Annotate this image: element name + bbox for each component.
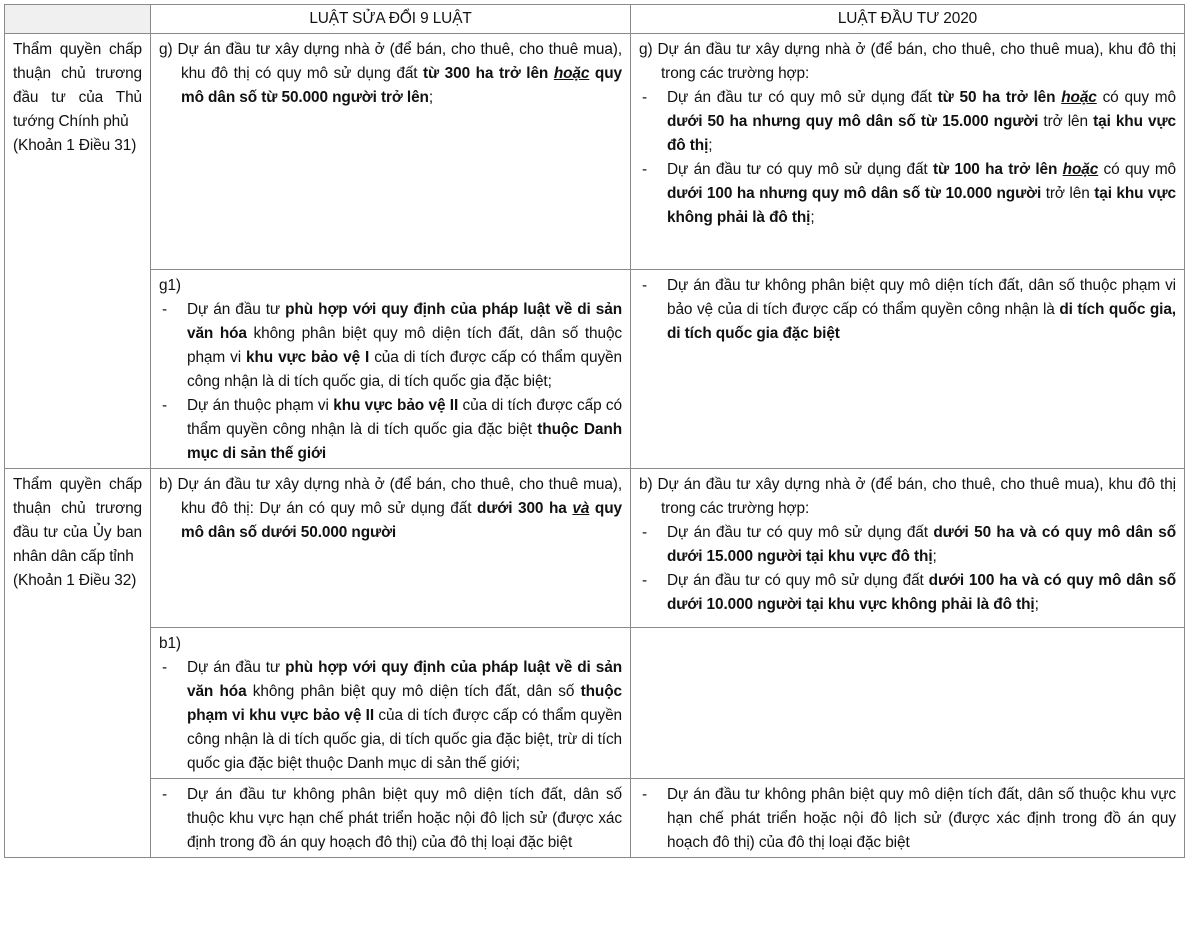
header-amended-law: LUẬT SỬA ĐỔI 9 LUẬT xyxy=(151,5,631,34)
clause-b2-2020-list xyxy=(639,783,1176,855)
comparison-table xyxy=(4,4,1185,858)
list-item: - Dự án đầu tư không phân biệt quy mô diện tích đất, dân số thuộc khu vực hạn chế phát triển hoặc nội đô lịch sử (được xác định trong đồ án quy hoạch đô thị) của đô thị loại đặc biệt xyxy=(159,783,622,855)
cell-amended-b2 xyxy=(151,779,631,858)
cell-amended-g1 xyxy=(151,270,631,469)
list-item: - Dự án đầu tư có quy mô sử dụng đất dưới 50 ha và có quy mô dân số dưới 15.000 người tại khu vực đô thị; xyxy=(639,521,1176,569)
table-row xyxy=(5,270,1185,469)
cell-2020-g1 xyxy=(631,270,1185,469)
table-row xyxy=(5,628,1185,779)
row-label-reference: (Khoản 1 Điều 32) xyxy=(13,572,137,589)
table-header-row xyxy=(5,5,1185,34)
list-item: - Dự án đầu tư không phân biệt quy mô diện tích đất, dân số thuộc phạm vi bảo vệ của di tích được cấp có thẩm quyền công nhận là di tích quốc gia, di tích quốc gia đặc biệt xyxy=(639,274,1176,346)
clause-g1-2020-list xyxy=(639,274,1176,346)
list-item: - Dự án đầu tư có quy mô sử dụng đất từ 100 ha trở lên hoặc có quy mô dưới 100 ha nhưng quy mô dân số từ 10.000 người trở lên tại khu vực không phải là đô thị; xyxy=(639,158,1176,230)
cell-amended-g xyxy=(151,34,631,270)
clause-b-2020-list xyxy=(639,521,1176,617)
clause-g-2020: g) Dự án đầu tư xây dựng nhà ở (để bán, cho thuê, cho thuê mua), khu đô thị trong các trường hợp: xyxy=(639,41,1176,82)
header-blank-cell xyxy=(5,5,151,34)
list-item: - Dự án đầu tư có quy mô sử dụng đất từ 50 ha trở lên hoặc có quy mô dưới 50 ha nhưng quy mô dân số từ 15.000 người trở lên tại khu vực đô thị; xyxy=(639,86,1176,158)
table-row xyxy=(5,34,1185,270)
table-row xyxy=(5,469,1185,628)
clause-g1-label: g1) xyxy=(159,277,181,294)
cell-amended-b xyxy=(151,469,631,628)
cell-2020-b2 xyxy=(631,779,1185,858)
list-item: - Dự án đầu tư có quy mô sử dụng đất dưới 100 ha và có quy mô dân số dưới 10.000 người tại khu vực không phải là đô thị; xyxy=(639,569,1176,617)
clause-g-2020-list xyxy=(639,86,1176,230)
row-label-provincial-committee xyxy=(5,469,151,858)
clause-b-2020: b) Dự án đầu tư xây dựng nhà ở (để bán, cho thuê, cho thuê mua), khu đô thị trong các trường hợp: xyxy=(639,476,1176,517)
header-investment-law-2020: LUẬT ĐẦU TƯ 2020 xyxy=(631,5,1185,34)
row-label-reference: (Khoản 1 Điều 31) xyxy=(13,137,137,154)
clause-g-amended: g) Dự án đầu tư xây dựng nhà ở (để bán, cho thuê, cho thuê mua), khu đô thị có quy mô sử dụng đất từ 300 ha trở lên hoặc quy mô dân số từ 50.000 người trở lên; xyxy=(159,41,622,106)
cell-2020-b xyxy=(631,469,1185,628)
clause-b1-label: b1) xyxy=(159,635,181,652)
row-label-title: Thẩm quyền chấp thuận chủ trương đầu tư của Ủy ban nhân dân cấp tỉnh xyxy=(13,476,142,565)
list-item: - Dự án thuộc phạm vi khu vực bảo vệ II của di tích được cấp có thẩm quyền công nhận là di tích quốc gia đặc biệt thuộc Danh mục di sản thế giới xyxy=(159,394,622,466)
clause-b-amended: b) Dự án đầu tư xây dựng nhà ở (để bán, cho thuê, cho thuê mua), khu đô thị: Dự án có quy mô sử dụng đất dưới 300 ha và quy mô dân số dưới 50.000 người xyxy=(159,476,622,541)
clause-g1-list xyxy=(159,298,622,466)
row-label-title: Thẩm quyền chấp thuận chủ trương đầu tư của Thủ tướng Chính phủ xyxy=(13,41,142,130)
list-item: - Dự án đầu tư phù hợp với quy định của pháp luật về di sản văn hóa không phân biệt quy mô diện tích đất, dân số thuộc phạm vi khu vực bảo vệ I của di tích được cấp có thẩm quyền công nhận là di tích quốc gia, di tích quốc gia đặc biệt; xyxy=(159,298,622,394)
row-label-prime-minister xyxy=(5,34,151,469)
clause-b1-list xyxy=(159,656,622,776)
cell-2020-g xyxy=(631,34,1185,270)
cell-amended-b1 xyxy=(151,628,631,779)
table-row xyxy=(5,779,1185,858)
list-item: - Dự án đầu tư không phân biệt quy mô diện tích đất, dân số thuộc khu vực hạn chế phát triển hoặc nội đô lịch sử (được xác định trong đồ án quy hoạch đô thị) của đô thị loại đặc biệt xyxy=(639,783,1176,855)
clause-b2-list xyxy=(159,783,622,855)
list-item: - Dự án đầu tư phù hợp với quy định của pháp luật về di sản văn hóa không phân biệt quy mô diện tích đất, dân số thuộc phạm vi khu vực bảo vệ II của di tích được cấp có thẩm quyền công nhận là di tích quốc gia, di tích quốc gia đặc biệt, trừ di tích quốc gia đặc biệt thuộc Danh mục di sản thế giới; xyxy=(159,656,622,776)
cell-2020-b1-empty xyxy=(631,628,1185,779)
